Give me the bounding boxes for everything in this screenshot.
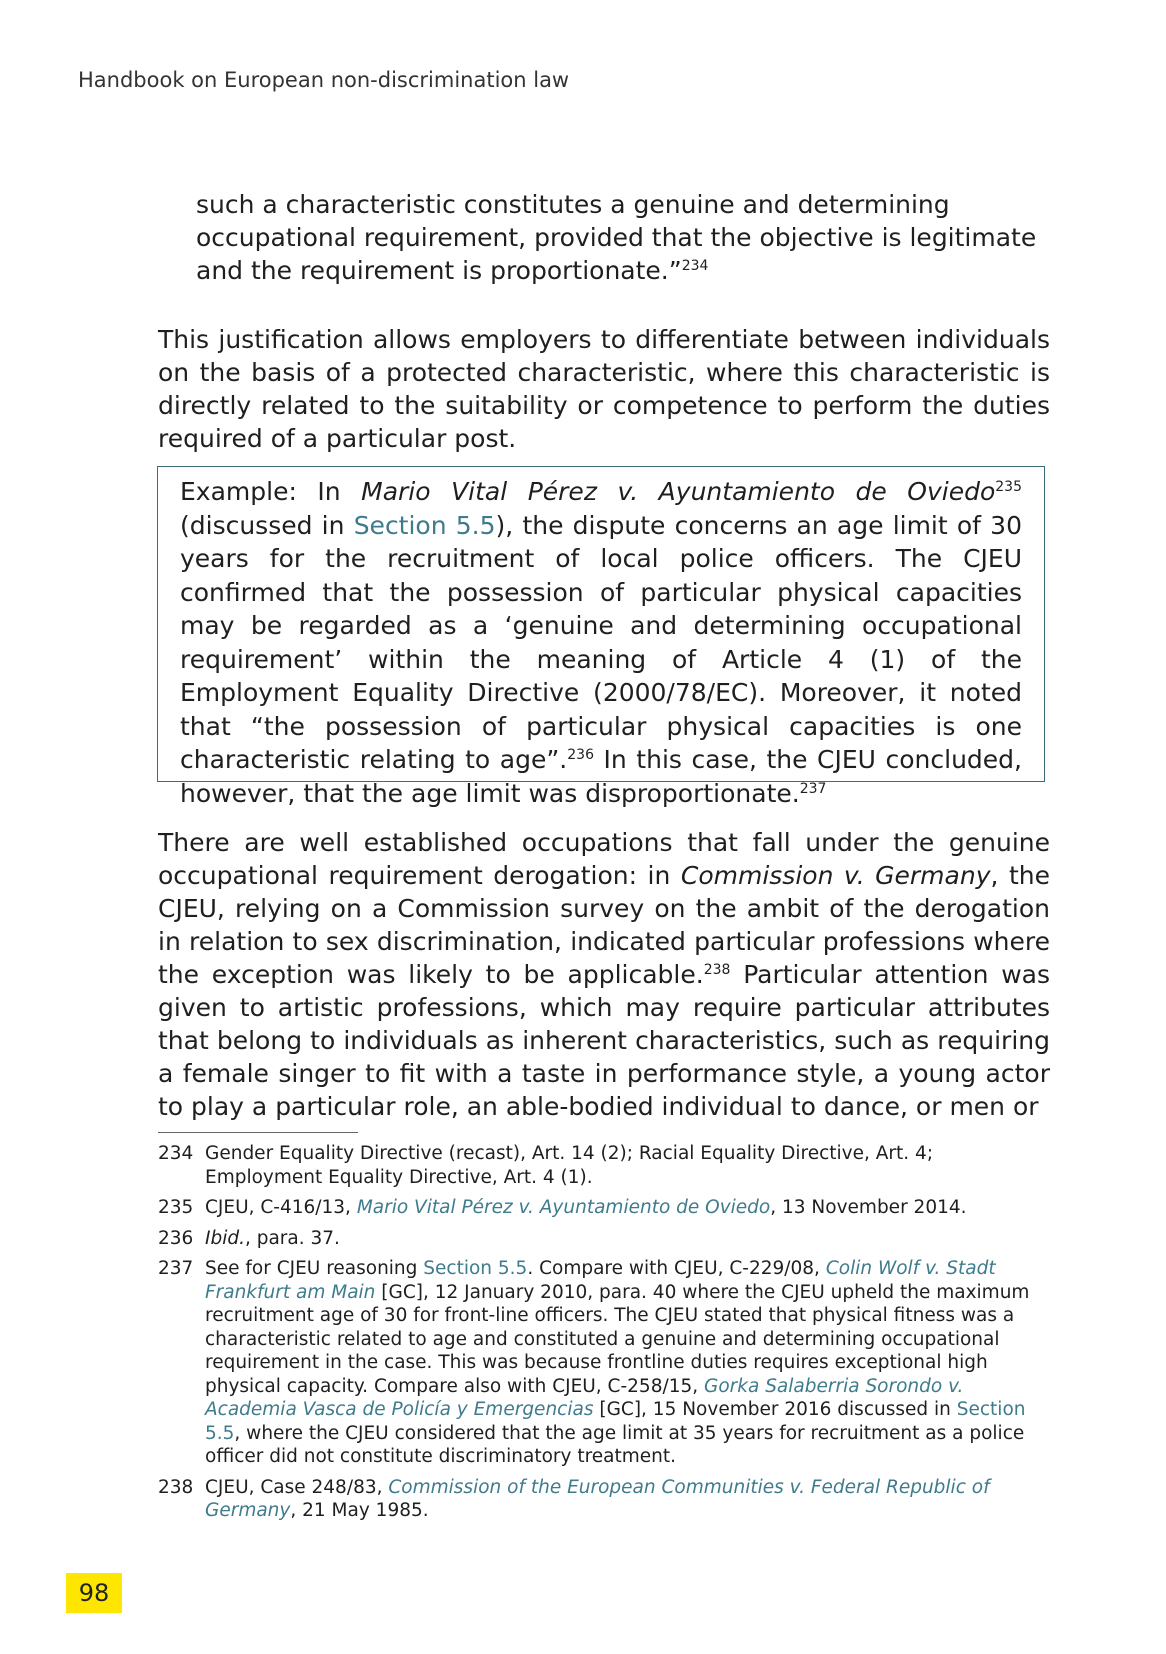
footnote-text-part: CJEU, C-416/13, [205,1197,357,1218]
footnote-number: 234 [158,1143,194,1164]
block-quote [196,188,1056,287]
example-text [180,475,1022,810]
section-5-5-link[interactable]: Section 5.5 [353,510,496,540]
footnote-text-part: . Compare with CJEU, C-229/08, [527,1258,826,1279]
footnote-text-part: [GC], 12 January 2010, para. 40 where the CJEU upheld the maximum recruitment age of 30 for front-line officers. The CJEU stated that physical fitness was a characteristic related to age and constituted a genuine and determining occupational requirement in the case. This was because frontline duties requires exceptional high physical capacity. Compare also with CJEU, C-258/15, [205,1281,1030,1397]
footnote-number: 236 [158,1227,194,1249]
body-paragraph-1: This justification allows employers to differentiate between individuals on the basis of a protected characteristic, where this characteristic is directly related to the suitability or competence to perform the duties required of a particular post. [158,325,1050,453]
example-lead: Example: In [180,477,362,506]
footnote-text [205,1476,1048,1523]
quote-text: such a characteristic constitutes a genuine and determining occupational requirement, provided that the objective is legitimate and the requirement is proportionate.” [196,190,1037,285]
footnote-text-part: See for CJEU reasoning [205,1258,424,1279]
footnote-text [205,1227,1048,1251]
footnote-text [205,1257,1048,1469]
footnote-number: 238 [158,1476,194,1498]
footnotes [158,1142,1048,1530]
example-text-2: ), the dispute concerns an age limit of 30 years for the recruitment of local police officers. The CJEU confirmed that the possession of particular physical capacities may be regarded as a ‘genuine and determining occupational requirement’ within the meaning of Article 4 (1) of the Employment Equality Directive (2000/78/EC). Moreover, it noted that “the possession of particular physical capacities is one characteristic relating to age”. [180,510,1022,774]
example-case-name: Mario Vital Pérez v. Ayuntamiento de Oviedo [361,477,996,506]
page-number: 98 [66,1573,122,1613]
case-link-vital-perez[interactable]: Mario Vital Pérez v. Ayuntamiento de Oviedo [356,1197,771,1218]
case-link-colin-wolf[interactable]: Colin Wolf v. Stadt Frankfurt am Main [205,1258,996,1303]
footnote-text-part: , where the CJEU considered that the age limit at 35 years for recruitment as a police officer did not constitute discriminatory treatment. [205,1422,1025,1467]
case-link-salaberria[interactable]: Gorka Salaberria Sorondo v. Academia Vasca de Policía y Emergencias [205,1375,964,1420]
footnote-text-part: , 13 November 2014. [770,1197,967,1218]
footnote-ref-238[interactable]: 238 [703,962,731,978]
case-link-commission-germany[interactable]: Commission of the European Communities v. Federal Republic of Germany [205,1476,990,1521]
footnote-text [205,1196,1048,1220]
footnote-text: Gender Equality Directive (recast), Art. 14 (2); Racial Equality Directive, Art. 4; Employment Equality Directive, Art. 4 (1). [205,1143,934,1188]
para2-text-1: There are well established occupations that fall under the genuine occupational requirement derogation: in [158,828,1050,890]
example-text-3: In this case, the CJEU concluded, however, that the age limit was disproportionate. [180,745,1023,808]
para2-text-3: Particular attention was given to artistic professions, which may require particular attributes that belong to individuals as inherent characteristics, such as requiring a female singer to fit with a taste in performance style, a young actor to play a particular role, an able-bodied individual to dance, or men or [158,960,1050,1121]
example-text-1: (discussed in [180,510,354,540]
footnote-235 [158,1196,1048,1220]
footnote-236 [158,1227,1048,1251]
body-paragraph-2 [158,826,1050,1123]
footnote-ref-237[interactable]: 237 [799,780,827,797]
footnote-234 [158,1142,1048,1189]
running-header: Handbook on European non-discrimination law [78,68,570,92]
section-5-5-link[interactable]: Section 5.5 [205,1399,1026,1444]
footnote-ref-236[interactable]: 236 [567,747,594,763]
ibid: Ibid. [205,1227,245,1249]
footnote-text-part: [GC], 15 November 2016 discussed in [593,1399,957,1420]
footnote-238 [158,1476,1048,1523]
footnote-text-part: CJEU, Case 248/83, [205,1476,389,1498]
footnote-text-part: , para. 37. [244,1227,340,1249]
example-box [157,466,1045,808]
section-5-5-link[interactable]: Section 5.5 [423,1258,528,1279]
footnote-divider [158,1132,358,1133]
footnote-ref-235[interactable]: 235 [995,479,1022,495]
footnote-number: 235 [158,1197,194,1218]
footnote-ref-234[interactable]: 234 [681,258,709,274]
footnote-text-part: , 21 May 1985. [290,1500,429,1521]
footnote-237 [158,1257,1048,1469]
para2-text-2: , the CJEU, relying on a Commission survey on the ambit of the derogation in relation to sex discrimination, indicated particular professions where the exception was likely to be applicable. [158,861,1050,989]
footnote-number: 237 [158,1258,194,1279]
para2-case-name: Commission v. Germany [680,861,991,890]
